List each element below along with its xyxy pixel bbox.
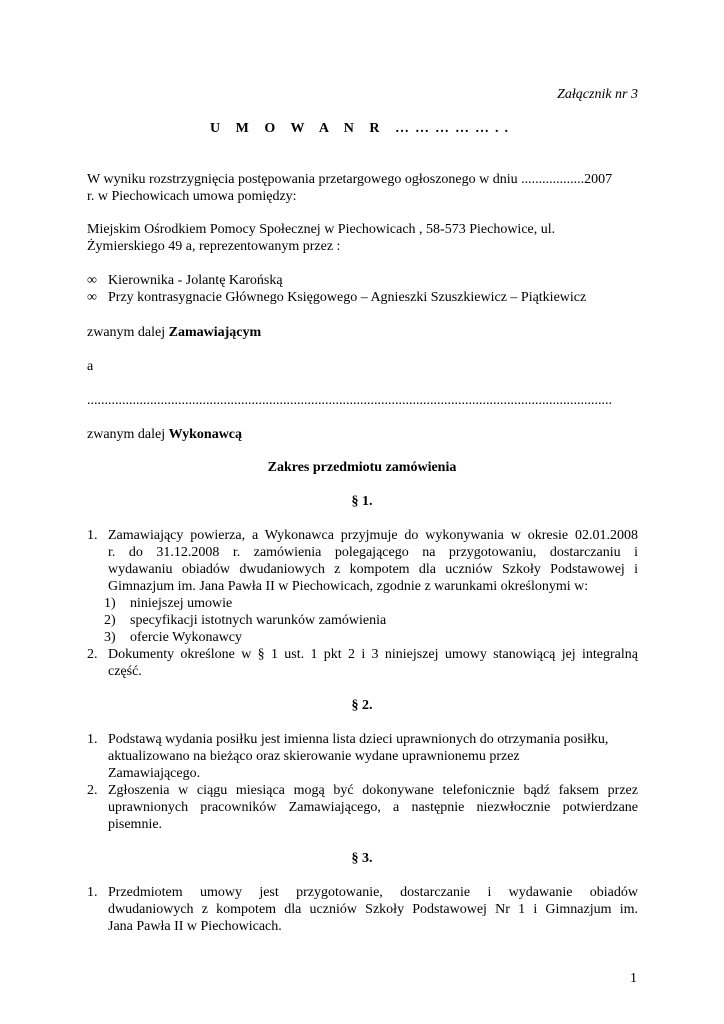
party1-line-1: Miejskim Ośrodkiem Pomocy Społecznej w Piechowicach , 58-573 Piechowice, ul.: [87, 222, 556, 237]
s1-item-1-line: wydawaniu obiadów dwudaniowych z kompotem dla uczniów Szkoły Podstawowej i: [108, 562, 638, 577]
s1-item-1-line: Zamawiający powierza, a Wykonawca przyjmuje do wykonywania w okresie 02.01.2008: [108, 528, 638, 543]
representative-2: Przy kontrasygnacie Głównego Księgowego – Agnieszki Szuszkiewicz – Piątkiewicz: [108, 290, 587, 305]
agreement-title: U M O W A N R ……………..: [210, 121, 514, 136]
s3-item-1-line: dwudaniowych z kompotem dla uczniów Szkoły Podstawowej Nr 1 i Gimnazjum im.: [108, 902, 638, 917]
s2-item-1-number: 1.: [87, 732, 98, 747]
s2-item-1-line: aktualizowano na bieżąco oraz skierowanie wydane uprawnionemu przez: [108, 749, 520, 764]
s1-subitem-text: niniejszej umowie: [130, 596, 233, 611]
contractor-name: Wykonawcą: [168, 427, 243, 442]
called-contracting-party: zwanym dalej Zamawiającym: [87, 325, 262, 340]
contractor-placeholder-dots: ......................................................................................................................................................: [87, 393, 612, 408]
s1-item-2-line: Dokumenty określone w § 1 ust. 1 pkt 2 i 3 niniejszej umowy stanowiącą jej integralną: [108, 647, 638, 662]
s3-item-1-line: Jana Pawła II w Piechowicach.: [108, 919, 282, 934]
s2-item-2-line: pisemnie.: [108, 817, 163, 832]
intro-line-1: W wyniku rozstrzygnięcia postępowania przetargowego ogłoszonego w dniu ..................2007: [87, 172, 613, 187]
s1-item-1-line: r. do 31.12.2008 r. zamówienia polegającego na przygotowaniu, dostarczaniu i: [108, 545, 638, 560]
s2-item-2-line: uprawnionych pracowników Zamawiającego, a następnie niezwłocznie potwierdzane: [108, 800, 638, 815]
section-2-heading: § 2.: [351, 698, 373, 713]
bullet-icon: ∞: [87, 290, 97, 305]
s3-item-1-line: Przedmiotem umowy jest przygotowanie, dostarczanie i wydawanie obiadów: [108, 885, 638, 900]
page-number: 1: [630, 971, 637, 986]
called-contractor: zwanym dalej Wykonawcą: [87, 427, 243, 442]
s1-item-2-line: część.: [108, 664, 142, 679]
s3-item-1-number: 1.: [87, 885, 98, 900]
contracting-party-name: Zamawiającym: [168, 325, 262, 340]
s1-subitem-number: 3): [104, 630, 116, 645]
intro-line-2: r. w Piechowicach umowa pomiędzy:: [87, 189, 297, 204]
section-1-heading: § 1.: [351, 494, 373, 509]
s1-item-1-line: Gimnazjum im. Jana Pawła II w Piechowicach, zgodnie z warunkami określonymi w:: [108, 579, 589, 594]
s1-item-1-number: 1.: [87, 528, 98, 543]
s2-item-2-line: Zgłoszenia w ciągu miesiąca mogą być dokonywane telefonicznie bądź faksem przez: [108, 783, 638, 798]
and-word: a: [87, 359, 94, 374]
party1-line-2: Żymierskiego 49 a, reprezentowanym przez :: [87, 239, 341, 254]
scope-heading: Zakres przedmiotu zamówienia: [267, 460, 457, 475]
section-3-heading: § 3.: [351, 851, 373, 866]
representative-1: Kierownika - Jolantę Karońską: [108, 273, 283, 288]
s2-item-1-line: Zamawiającego.: [108, 766, 201, 781]
bullet-icon: ∞: [87, 273, 97, 288]
s1-subitem-number: 2): [104, 613, 116, 628]
s1-subitem-number: 1): [104, 596, 116, 611]
s2-item-1-line: Podstawą wydania posiłku jest imienna lista dzieci uprawnionych do otrzymania posiłku,: [108, 732, 609, 747]
s1-item-2-number: 2.: [87, 647, 98, 662]
attachment-label: Załącznik nr 3: [557, 87, 638, 102]
s2-item-2-number: 2.: [87, 783, 98, 798]
s1-subitem-text: specyfikacji istotnych warunków zamówienia: [130, 613, 387, 628]
s1-subitem-text: ofercie Wykonawcy: [130, 630, 243, 645]
